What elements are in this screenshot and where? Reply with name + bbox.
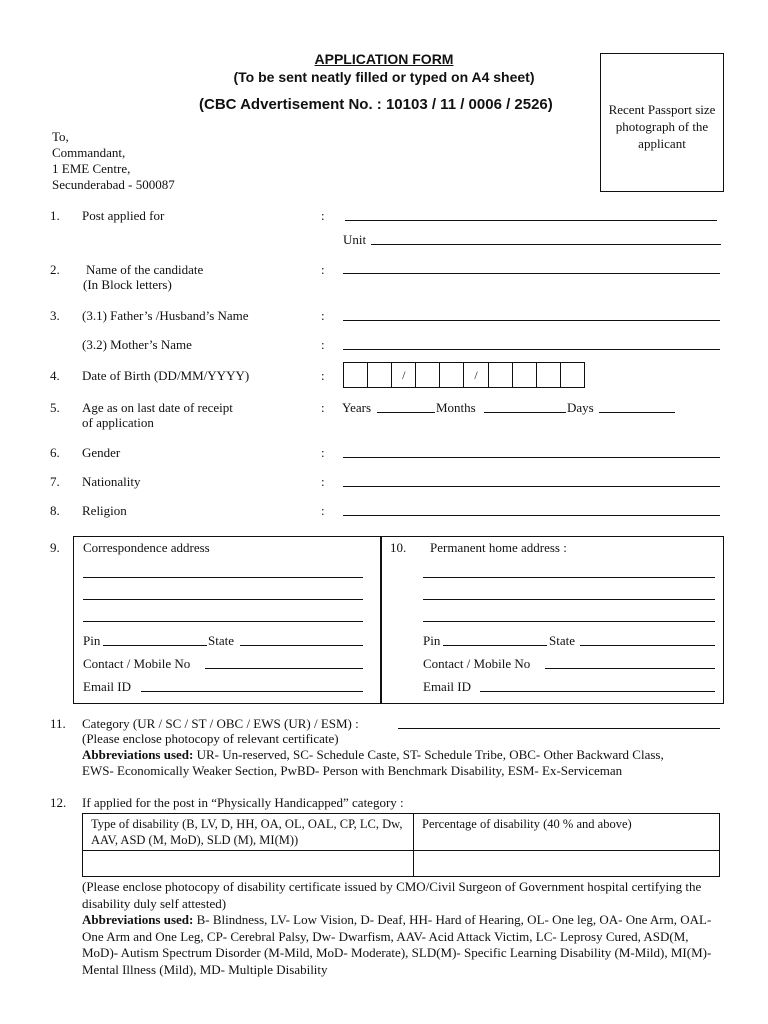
perm-email-label: Email ID — [423, 679, 472, 694]
days-input[interactable] — [599, 412, 675, 413]
corr-pin-label: Pin — [83, 633, 101, 648]
abbreviations-text: UR- Un-reserved, SC- Schedule Caste, ST- Schedule Tribe, OBC- Other Backward Class, — [193, 747, 664, 762]
category-enclose-note: (Please enclose photocopy of relevant certificate) — [82, 731, 339, 746]
photo-box-label: Recent Passport size photograph of the applicant — [608, 102, 716, 151]
permanent-address-line[interactable] — [423, 577, 715, 578]
father-name-label: (3.1) Father’s /Husband’s Name — [82, 308, 249, 323]
category-abbreviations-line-2: EWS- Economically Weaker Section, PwBD- Person with Benchmark Disability, ESM- Ex-Serviceman — [82, 763, 623, 778]
colon: : — [321, 503, 325, 518]
age-label-cont: of application — [82, 415, 154, 430]
dob-cell[interactable] — [489, 363, 513, 387]
dob-cell[interactable] — [513, 363, 537, 387]
correspondence-address-line[interactable] — [83, 621, 363, 622]
dob-cell[interactable] — [440, 363, 464, 387]
addressee-line-3: Secunderabad - 500087 — [52, 177, 175, 192]
dob-cell[interactable] — [561, 363, 584, 387]
permanent-address-label: Permanent home address : — [430, 540, 567, 555]
disability-type-cell[interactable] — [83, 851, 414, 877]
candidate-name-input[interactable] — [343, 273, 720, 274]
dob-cell[interactable] — [416, 363, 440, 387]
correspondence-address-line[interactable] — [83, 599, 363, 600]
mother-name-label: (3.2) Mother’s Name — [82, 337, 192, 352]
disability-label: If applied for the post in “Physically Handicapped” category : — [82, 795, 404, 810]
field-11-number: 11. — [50, 716, 66, 731]
correspondence-address-label: Correspondence address — [83, 540, 210, 555]
years-label: Years — [342, 400, 372, 415]
field-10-number: 10. — [390, 540, 407, 555]
colon: : — [321, 337, 325, 352]
field-12-number: 12. — [50, 795, 67, 810]
dob-cell[interactable] — [537, 363, 561, 387]
corr-contact-label: Contact / Mobile No — [83, 656, 191, 671]
disability-percentage-header: Percentage of disability (40 % and above) — [414, 814, 720, 851]
addressee-line-2: 1 EME Centre, — [52, 161, 131, 176]
photo-box[interactable] — [600, 53, 724, 192]
dob-input-boxes[interactable] — [343, 362, 585, 388]
field-8-number: 8. — [50, 503, 60, 518]
dob-cell[interactable] — [344, 363, 368, 387]
unit-label: Unit — [343, 232, 367, 247]
field-4-number: 4. — [50, 368, 60, 383]
perm-pin-input[interactable] — [443, 645, 547, 646]
perm-state-input[interactable] — [580, 645, 715, 646]
days-label: Days — [567, 400, 594, 415]
field-6-number: 6. — [50, 445, 60, 460]
colon: : — [321, 474, 325, 489]
advertisement-number: (CBC Advertisement No. : 10103 / 11 / 0006 / 2526) — [199, 96, 553, 113]
perm-contact-input[interactable] — [545, 668, 715, 669]
field-7-number: 7. — [50, 474, 60, 489]
disability-table — [82, 813, 720, 877]
post-applied-input[interactable] — [345, 220, 717, 221]
corr-state-label: State — [208, 633, 234, 648]
block-letters-note: (In Block letters) — [83, 277, 172, 292]
months-input[interactable] — [484, 412, 566, 413]
dob-separator: / — [464, 363, 488, 387]
field-1-number: 1. — [50, 208, 60, 223]
father-name-input[interactable] — [343, 320, 720, 321]
disability-type-header: Type of disability (B, LV, D, HH, OA, OL, OAL, CP, LC, Dw, AAV, ASD (M, MoD), SLD (M), MI(M)) — [83, 814, 414, 851]
colon: : — [321, 308, 325, 323]
disability-abbreviations — [82, 912, 722, 978]
nationality-input[interactable] — [343, 486, 720, 487]
colon: : — [321, 208, 325, 223]
field-3-number: 3. — [50, 308, 60, 323]
corr-email-input[interactable] — [141, 691, 363, 692]
age-label: Age as on last date of receipt — [82, 400, 233, 415]
months-label: Months — [436, 400, 476, 415]
abbreviations-title: Abbreviations used: — [82, 747, 194, 762]
colon: : — [321, 445, 325, 460]
colon: : — [321, 262, 325, 277]
perm-state-label: State — [549, 633, 575, 648]
category-abbreviations-line-1 — [82, 747, 664, 763]
disability-enclose-note: (Please enclose photocopy of disability certificate issued by CMO/Civil Surgeon of Government hospital certifying the disability duly self attested) — [82, 879, 702, 911]
permanent-address-line[interactable] — [423, 621, 715, 622]
form-title: APPLICATION FORM — [314, 51, 454, 67]
corr-email-label: Email ID — [83, 679, 132, 694]
category-label: Category (UR / SC / ST / OBC / EWS (UR) / ESM) : — [82, 716, 359, 731]
category-input[interactable] — [398, 728, 720, 729]
abbreviations-title: Abbreviations used: — [82, 912, 194, 927]
post-applied-label: Post applied for — [82, 208, 165, 223]
permanent-address-line[interactable] — [423, 599, 715, 600]
perm-contact-label: Contact / Mobile No — [423, 656, 531, 671]
gender-input[interactable] — [343, 457, 720, 458]
corr-state-input[interactable] — [240, 645, 363, 646]
perm-pin-label: Pin — [423, 633, 441, 648]
field-9-number: 9. — [50, 540, 60, 555]
field-2-number: 2. — [50, 262, 60, 277]
abbreviations-text: B- Blindness, LV- Low Vision, D- Deaf, HH- Hard of Hearing, OL- One leg, OA- One Arm, OAL- One Arm and One Leg, CP- Cerebral Palsy, Dw- Dwarfism, AAV- Acid Attack Victim, LC- Leprosy Cured, ASD(M, MoD)- Autism Spectrum Disorder (M-Mild, MoD- Moderate), SLD(M)- Specific Learning Disability (M-Mild), MI(M)- Mental Illness (Mild), MD- Multiple Disability — [82, 912, 712, 977]
perm-email-input[interactable] — [480, 691, 715, 692]
addressee-to: To, — [52, 129, 69, 144]
addressee-line-1: Commandant, — [52, 145, 126, 160]
religion-input[interactable] — [343, 515, 720, 516]
corr-contact-input[interactable] — [205, 668, 363, 669]
years-input[interactable] — [377, 412, 435, 413]
candidate-name-label: Name of the candidate — [86, 262, 204, 277]
form-subtitle: (To be sent neatly filled or typed on A4 sheet) — [233, 69, 535, 85]
field-5-number: 5. — [50, 400, 60, 415]
corr-pin-input[interactable] — [103, 645, 207, 646]
correspondence-address-line[interactable] — [83, 577, 363, 578]
dob-cell[interactable] — [368, 363, 392, 387]
colon: : — [321, 368, 325, 383]
disability-percentage-cell[interactable] — [414, 851, 720, 877]
mother-name-input[interactable] — [343, 349, 720, 350]
gender-label: Gender — [82, 445, 121, 460]
dob-separator: / — [392, 363, 416, 387]
religion-label: Religion — [82, 503, 127, 518]
colon: : — [321, 400, 325, 415]
unit-input[interactable] — [371, 244, 721, 245]
dob-label: Date of Birth (DD/MM/YYYY) — [82, 368, 250, 383]
nationality-label: Nationality — [82, 474, 141, 489]
